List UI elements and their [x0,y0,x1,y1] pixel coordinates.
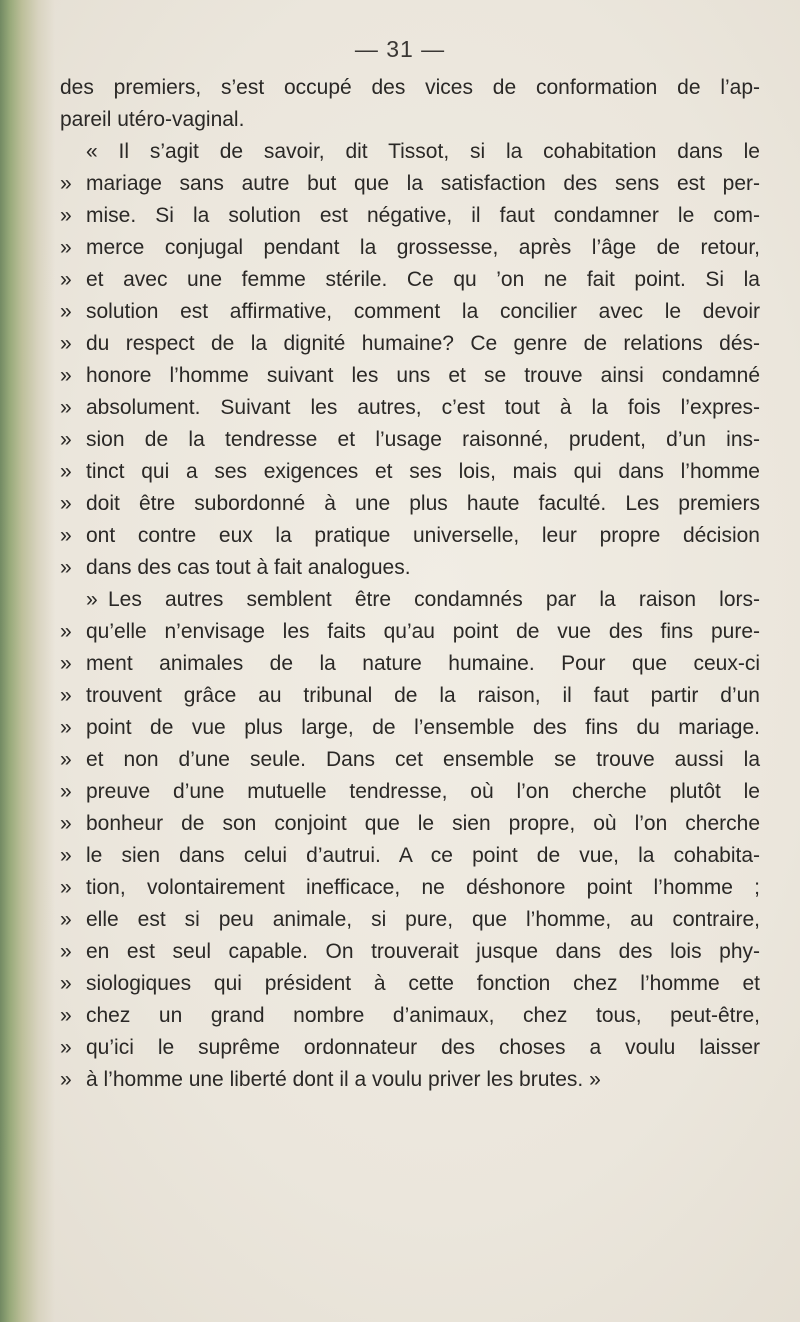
quote-mark: » [60,748,72,771]
line-text: « Il s’agit de savoir, dit Tissot, si la cohabitation dans le [86,140,760,163]
line-text: tion, volontairement inefficace, ne déshonore point l’homme ; [86,876,760,899]
line-text: chez un grand nombre d’animaux, chez tous, peut-être, [86,1004,760,1027]
quote-mark: » [60,428,72,451]
line-text: pareil utéro-vaginal. [60,108,245,131]
quote-mark: » [60,780,72,803]
line-text: le sien dans celui d’autrui. A ce point de vue, la cohabita- [86,844,760,867]
text-line [60,456,760,488]
line-text: mariage sans autre but que la satisfaction des sens est per- [86,172,760,195]
quote-mark: » [60,908,72,931]
quote-mark: » [60,300,72,323]
binding-edge [0,0,55,1322]
text-line [60,712,760,744]
line-text: et avec une femme stérile. Ce qu ’on ne fait point. Si la [86,268,760,291]
text-line [60,1000,760,1032]
quote-mark: » [60,204,72,227]
line-text: qu’ici le suprême ordonnateur des choses a voulu laisser [86,1036,760,1059]
text-line [60,392,760,424]
line-text: dans des cas tout à fait analogues. [86,556,411,579]
quote-mark: » [86,588,98,611]
text-line [60,552,760,584]
text-line [60,488,760,520]
quote-mark: » [60,1036,72,1059]
quote-mark: » [60,620,72,643]
text-line [60,584,760,616]
quote-mark: » [60,812,72,835]
line-text: ment animales de la nature humaine. Pour que ceux-ci [86,652,760,675]
quote-mark: » [60,396,72,419]
line-text: et non d’une seule. Dans cet ensemble se trouve aussi la [86,748,760,771]
quote-mark: » [60,556,72,579]
text-line [60,328,760,360]
page-number: — 31 — [354,36,446,62]
line-text: à l’homme une liberté dont il a voulu priver les brutes. » [86,1068,601,1091]
quote-mark: » [60,716,72,739]
quote-mark: » [60,172,72,195]
text-line [60,1032,760,1064]
quote-mark: » [60,652,72,675]
line-text: qu’elle n’envisage les faits qu’au point de vue des fins pure- [86,620,760,643]
text-line [60,168,760,200]
line-text: elle est si peu animale, si pure, que l’homme, au contraire, [86,908,760,931]
line-text: en est seul capable. On trouverait jusque dans des lois phy- [86,940,760,963]
text-line [60,744,760,776]
quote-mark: » [60,1068,72,1091]
quote-mark: » [60,492,72,515]
quote-mark: » [60,940,72,963]
line-text: ont contre eux la pratique universelle, leur propre décision [86,524,760,547]
quote-mark: » [60,684,72,707]
line-text: point de vue plus large, de l’ensemble des fins du mariage. [86,716,760,739]
quote-mark: » [60,1004,72,1027]
text-line [60,840,760,872]
text-line [60,936,760,968]
body-text [60,72,760,1096]
line-text: trouvent grâce au tribunal de la raison, il faut partir d’un [86,684,760,707]
line-text: siologiques qui président à cette fonction chez l’homme et [86,972,760,995]
quote-mark: » [60,332,72,355]
text-line [60,872,760,904]
text-line [60,680,760,712]
line-text: bonheur de son conjoint que le sien propre, où l’on cherche [86,812,760,835]
line-text: absolument. Suivant les autres, c’est tout à la fois l’expres- [86,396,760,419]
line-text: des premiers, s’est occupé des vices de conformation de l’ap- [60,76,760,99]
text-line [60,968,760,1000]
text-line [60,200,760,232]
text-line [60,904,760,936]
quote-mark: » [60,876,72,899]
quote-mark: » [60,460,72,483]
quote-mark: » [60,972,72,995]
quote-mark: » [60,844,72,867]
text-line [60,616,760,648]
text-line [60,264,760,296]
line-text: Les autres semblent être condamnés par la raison lors- [108,588,760,611]
line-text: merce conjugal pendant la grossesse, après l’âge de retour, [86,236,760,259]
line-text: tinct qui a ses exigences et ses lois, mais qui dans l’homme [86,460,760,483]
line-text: sion de la tendresse et l’usage raisonné, prudent, d’un ins- [86,428,760,451]
text-line [60,776,760,808]
quote-mark: » [60,268,72,291]
text-line [60,648,760,680]
quote-mark: » [60,524,72,547]
quote-mark: » [60,364,72,387]
line-text: preuve d’une mutuelle tendresse, où l’on cherche plutôt le [86,780,760,803]
text-line [60,360,760,392]
line-text: solution est affirmative, comment la concilier avec le devoir [86,300,760,323]
text-line [60,808,760,840]
text-line [60,104,760,136]
text-line [60,1064,760,1096]
line-text: doit être subordonné à une plus haute faculté. Les premiers [86,492,760,515]
text-line [60,296,760,328]
quote-mark: » [60,236,72,259]
text-line [60,232,760,264]
text-line [60,136,760,168]
text-line [60,520,760,552]
line-text: du respect de la dignité humaine? Ce genre de relations dés- [86,332,760,355]
line-text: honore l’homme suivant les uns et se trouve ainsi condamné [86,364,760,387]
text-line [60,72,760,104]
line-text: mise. Si la solution est négative, il faut condamner le com- [86,204,760,227]
text-line [60,424,760,456]
